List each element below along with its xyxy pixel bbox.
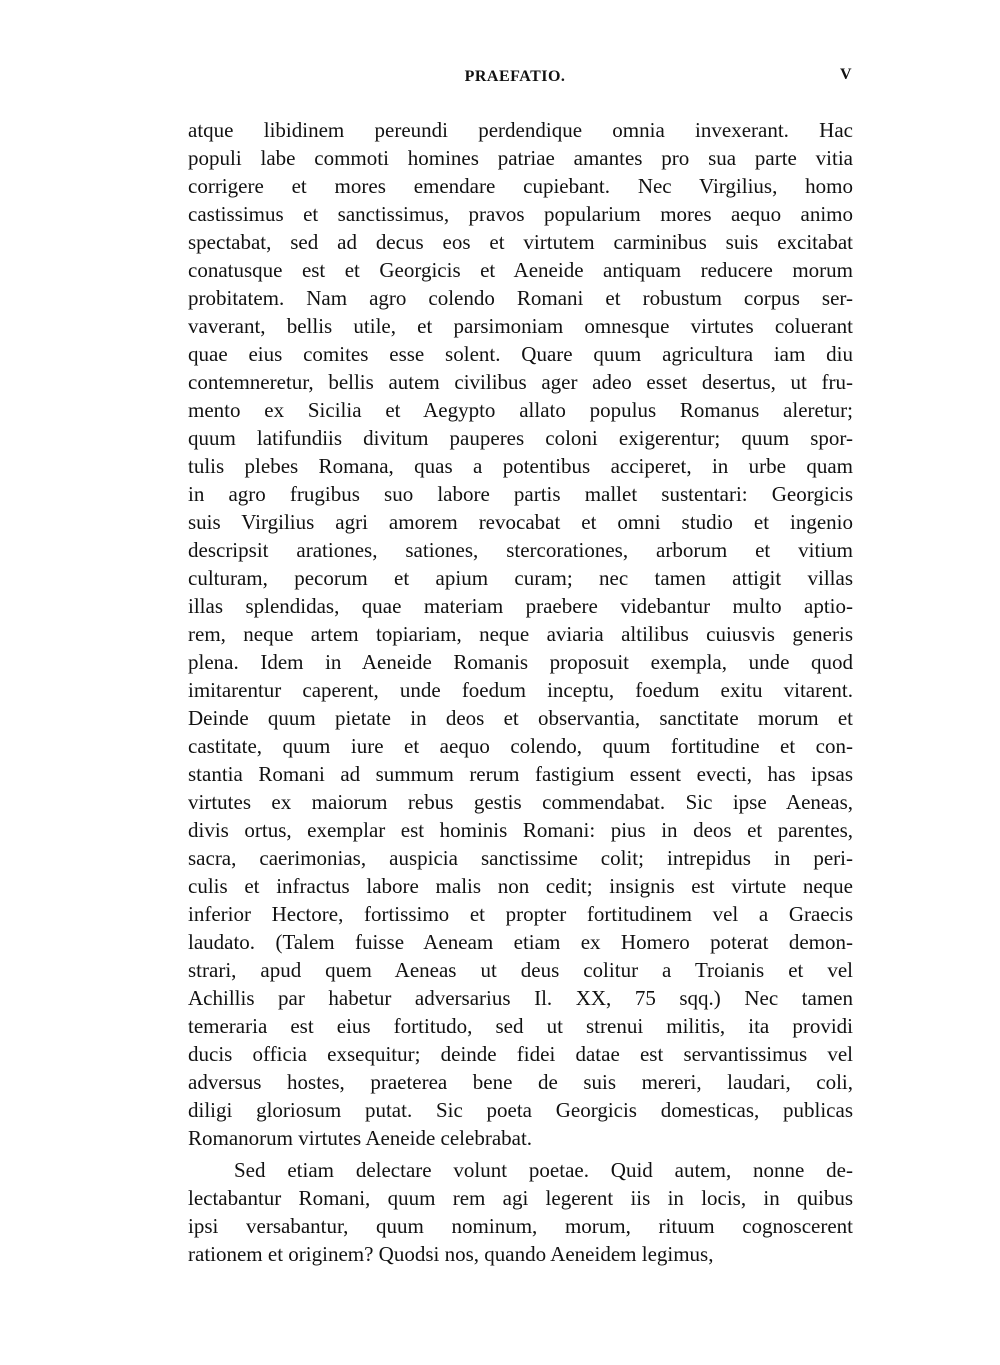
text-line: culis et infractus labore malis non cedit; insignis est virtute neque (188, 874, 853, 898)
body-paragraph (188, 1156, 853, 1268)
text-line: suis Virgilius agri amorem revocabat et omni studio et ingenio (188, 510, 853, 534)
text-line: corrigere et mores emendare cupiebant. Nec Virgilius, homo (188, 174, 853, 198)
text-line: descripsit arationes, sationes, stercorationes, arborum et vitium (188, 538, 853, 562)
text-line: adversus hostes, praeterea bene de suis mereri, laudari, coli, (188, 1070, 853, 1094)
text-line: virtutes ex maiorum rebus gestis commendabat. Sic ipse Aeneas, (188, 790, 853, 814)
text-line: quum latifundiis divitum pauperes coloni exigerentur; quum spor- (188, 426, 853, 450)
text-line: stantia Romani ad summum rerum fastigium essent evecti, has ipsas (188, 762, 853, 786)
running-header-title: PRAEFATIO. (464, 68, 566, 85)
text-line: illas splendidas, quae materiam praebere videbantur multo aptio- (188, 594, 853, 618)
text-line: ipsi versabantur, quum nominum, morum, rituum cognoscerent (188, 1214, 853, 1238)
text-line: vaverant, bellis utile, et parsimoniam omnesque virtutes coluerant (188, 314, 853, 338)
text-line: Achillis par habetur adversarius Il. XX, 75 sqq.) Nec tamen (188, 986, 853, 1010)
page-number: V (840, 66, 852, 83)
text-line: castitate, quum iure et aequo colendo, quum fortitudine et con- (188, 734, 853, 758)
text-line: conatusque est et Georgicis et Aeneide antiquam reducere morum (188, 258, 853, 282)
body-paragraph (188, 116, 853, 1152)
text-line: contemneretur, bellis autem civilibus ager adeo esset desertus, ut fru- (188, 370, 853, 394)
text-line: rationem et originem? Quodsi nos, quando Aeneidem legimus, (188, 1242, 714, 1266)
text-line: plena. Idem in Aeneide Romanis proposuit exempla, unde quod (188, 650, 853, 674)
text-line: strari, apud quem Aeneas ut deus colitur a Troianis et vel (188, 958, 853, 982)
text-line: quae eius comites esse solent. Quare quum agricultura iam diu (188, 342, 853, 366)
text-line: atque libidinem pereundi perdendique omnia invexerant. Hac (188, 118, 853, 142)
text-line: spectabat, sed ad decus eos et virtutem carminibus suis excitabat (188, 230, 853, 254)
text-line: populi labe commoti homines patriae amantes pro sua parte vitia (188, 146, 853, 170)
text-line: mento ex Sicilia et Aegypto allato populus Romanus aleretur; (188, 398, 853, 422)
text-line: probitatem. Nam agro colendo Romani et robustum corpus ser- (188, 286, 853, 310)
text-line: lectabantur Romani, quum rem agi legerent iis in locis, in quibus (188, 1186, 853, 1210)
text-line: divis ortus, exemplar est hominis Romani: pius in deos et parentes, (188, 818, 853, 842)
text-line: in agro frugibus suo labore partis mallet sustentari: Georgicis (188, 482, 853, 506)
text-line: imitarentur caperent, unde foedum inceptu, foedum exitu vitarent. (188, 678, 853, 702)
text-line: rem, neque artem topiariam, neque aviaria altilibus cuiusvis generis (188, 622, 853, 646)
text-line: sacra, caerimonias, auspicia sanctissime colit; intrepidus in peri- (188, 846, 853, 870)
text-line: Deinde quum pietate in deos et observantia, sanctitate morum et (188, 706, 853, 730)
text-line: castissimus et sanctissimus, pravos popularium mores aequo animo (188, 202, 853, 226)
text-line: laudato. (Talem fuisse Aeneam etiam ex Homero poterat demon- (188, 930, 853, 954)
text-line: culturam, pecorum et apium curam; nec tamen attigit villas (188, 566, 853, 590)
text-line: Romanorum virtutes Aeneide celebrabat. (188, 1126, 533, 1150)
text-line: temeraria est eius fortitudo, sed ut strenui militis, ita providi (188, 1014, 853, 1038)
text-line: tulis plebes Romana, quas a potentibus acciperet, in urbe quam (188, 454, 853, 478)
text-line: inferior Hectore, fortissimo et propter fortitudinem vel a Graecis (188, 902, 853, 926)
text-line: diligi gloriosum putat. Sic poeta Georgicis domesticas, publicas (188, 1098, 853, 1122)
text-line: Sed etiam delectare volunt poetae. Quid autem, nonne de- (234, 1158, 853, 1182)
text-line: ducis officia exsequitur; deinde fidei datae est servantissimus vel (188, 1042, 853, 1066)
